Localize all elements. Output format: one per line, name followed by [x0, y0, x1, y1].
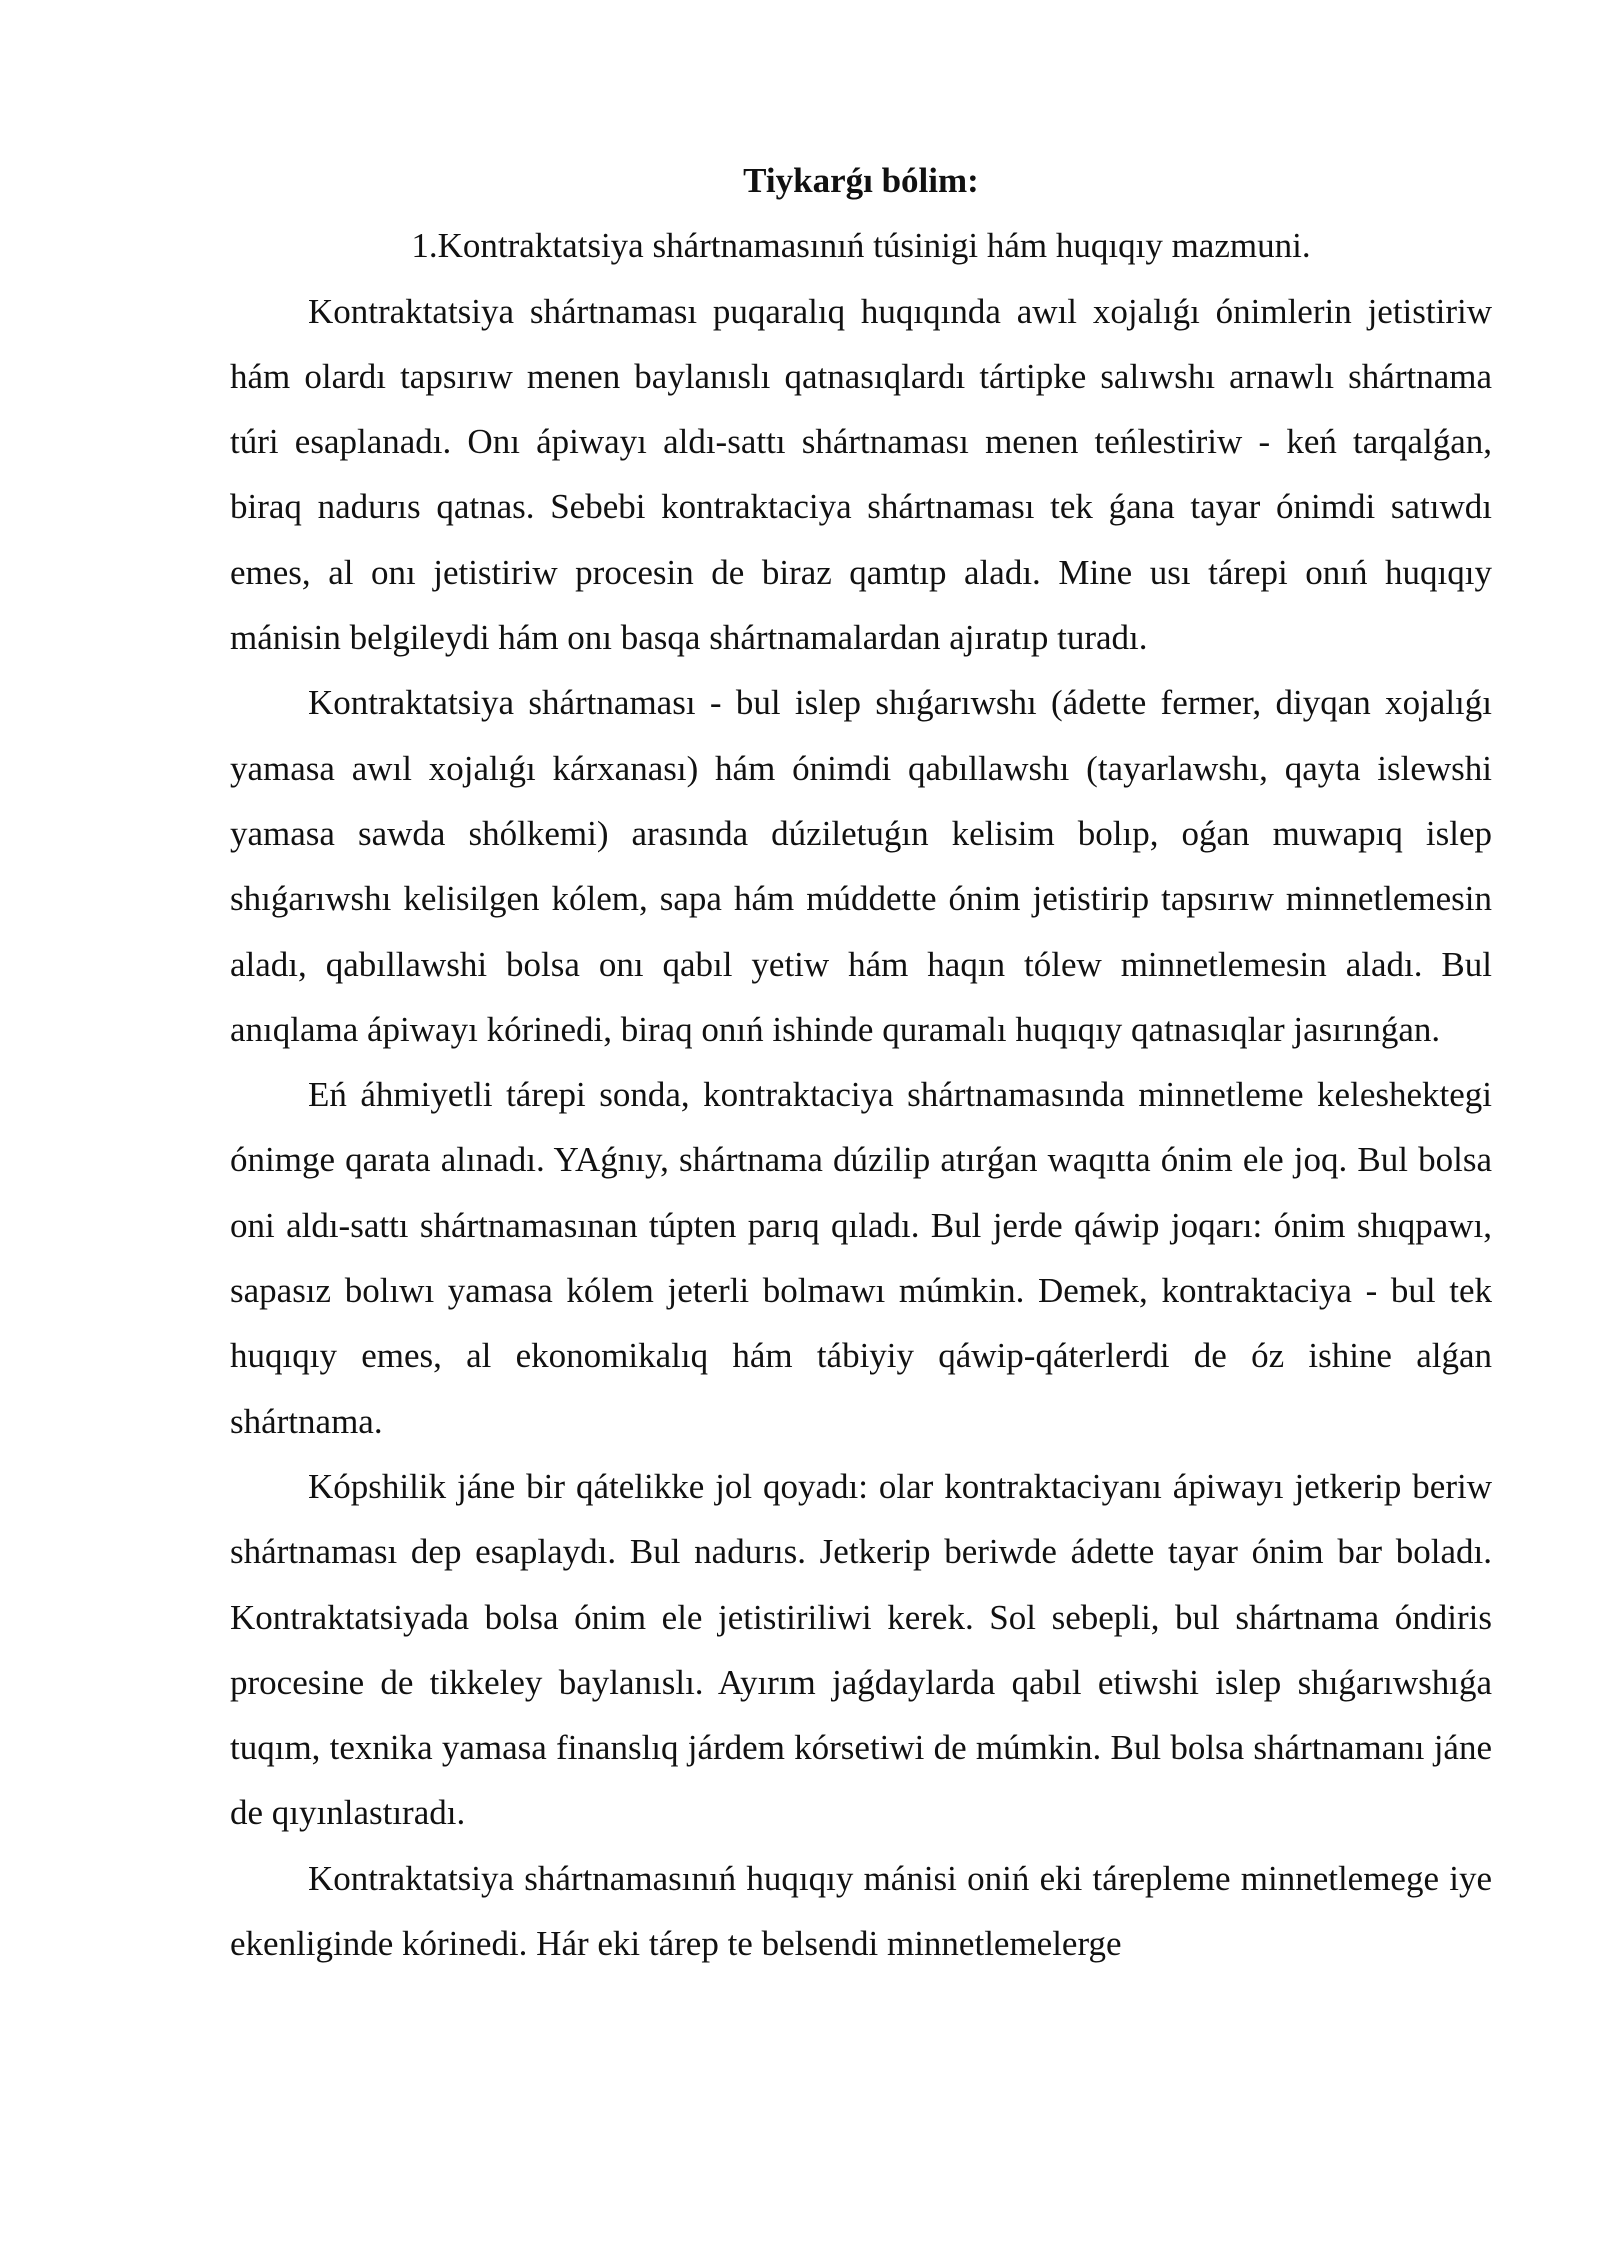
paragraph: Kontraktatsiya shártnaması - bul islep shıǵarıwshı (ádette fermer, diyqan xojalıǵı yamasa awıl xojalıǵı kárxanası) hám ónimdi qabıllawshı (tayarlawshı, qayta islewshi yamasa sawda shólkemi) arasında dúziletuǵın kelisim bolıp, oǵan muwapıq islep shıǵarıwshı kelisilgen kólem, sapa hám múddette ónim jetistirip tapsırıw minnetlemesin aladı, qabıllawshi bolsa onı qabıl yetiw hám haqın tólew minnetlemesin aladı. Bul anıqlama ápiwayı kórinedi, biraq onıń ishinde quramalı huqıqıy qatnasıqlar jasırınǵan. [230, 683, 1492, 1049]
section-heading: Tiykarǵı bólim: [743, 161, 979, 200]
paragraph: Eń áhmiyetli tárepi sonda, kontraktaciya shártnamasında minnetleme keleshektegi ónimge qarata alınadı. YAǵnıy, shártnama dúzilip atırǵan waqıtta ónim ele joq. Bul bolsa oni aldı-sattı shártnamasınan túpten parıq qıladı. Bul jerde qáwip joqarı: ónim shıqpawı, sapasız bolıwı yamasa kólem jeterli bolmawı múmkin. Demek, kontraktaciya - bul tek huqıqıy emes, al ekonomikalıq hám tábiyiy qáwip-qáterlerdi de óz ishine alǵan shártnama. [230, 1075, 1492, 1441]
paragraph: Kontraktatsiya shártnamasınıń huqıqıy mánisi oniń eki tárepleme minnetlemege iye ekenliginde kórinedi. Hár eki tárep te belsendi minnetlemelerge [230, 1858, 1492, 1964]
paragraph: Kópshilik jáne bir qátelikke jol qoyadı: olar kontraktaciyanı ápiwayı jetkerip beriw shártnaması dep esaplaydı. Bul nadurıs. Jetkerip beriwde ádette tayar ónim bar boladı. Kontraktatsiyada bolsa ónim ele jetistiriliwi kerek. Sol sebepli, bul shártnama óndiris procesine de tikkeley baylanıslı. Ayırım jaǵdaylarda qabıl etiwshi islep shıǵarıwshıǵa tuqım, texnika yamasa finanslıq járdem kórsetiwi de múmkin. Bul bolsa shártnamanı jáne de qıyınlastıradı. [230, 1466, 1492, 1833]
document-page [230, 148, 1492, 1976]
paragraph: Kontraktatsiya shártnaması puqaralıq huqıqında awıl xojalıǵı ónimlerin jetistiriw hám olardı tapsırıw menen baylanıslı qatnasıqlardı tártipke salıwshı arnawlı shártnama túri esaplanadı. Onı ápiwayı aldı-sattı shártnaması menen teńlestiriw - keń tarqalǵan, biraq nadurıs qatnas. Sebebi kontraktaciya shártnaması tek ǵana tayar ónimdi satıwdı emes, al onı jetistiriw procesin de biraz qamtıp aladı. Mine usı tárepi onıń huqıqıy mánisin belgileydi hám onı basqa shártnamalardan ajıratıp turadı. [230, 291, 1492, 658]
subsection-title: 1.Kontraktatsiya shártnamasınıń túsinigi hám huqıqıy mazmuni. [411, 226, 1311, 266]
